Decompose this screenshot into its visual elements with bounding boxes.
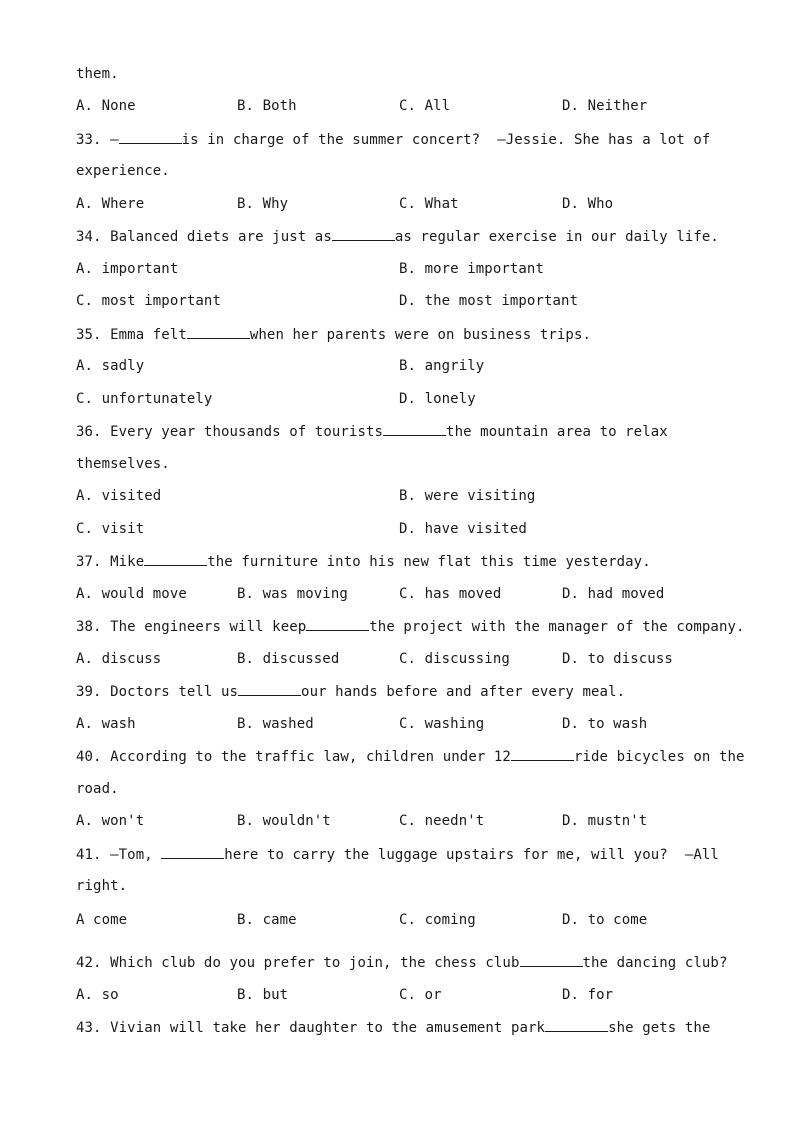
option-a: A. None [76,98,136,114]
question-continuation: them. [76,66,119,82]
question-continuation: right. [76,878,128,894]
option-c: C. unfortunately [76,391,213,407]
option-d: D. to discuss [562,651,673,667]
option-c: C. has moved [399,586,502,602]
option-d: D. mustn't [562,813,648,829]
option-d: D. Neither [562,98,648,114]
question-43: 43. Vivian will take her daughter to the amusement park she gets the [76,1020,711,1036]
option-a: A. wash [76,716,136,732]
option-a: A. sadly [76,358,145,374]
question-42: 42. Which club do you prefer to join, the chess club the dancing club? [76,955,728,971]
option-a: A. would move [76,586,187,602]
option-a: A. won't [76,813,145,829]
option-d: D. for [562,987,614,1003]
option-b: B. Both [237,98,297,114]
answer-blank [383,422,446,436]
question-36: 36. Every year thousands of tourists the mountain area to relax [76,424,668,440]
answer-blank [144,552,207,566]
question-38: 38. The engineers will keep the project with the manager of the company. [76,619,745,635]
question-39: 39. Doctors tell us our hands before and after every meal. [76,684,626,700]
option-a: A. important [76,261,179,277]
option-b: B. more important [399,261,544,277]
option-b: B. wouldn't [237,813,331,829]
question-continuation: themselves. [76,456,170,472]
option-d: D. to wash [562,716,648,732]
option-a: A come [76,912,128,928]
answer-blank [545,1018,608,1032]
question-33: 33. — is in charge of the summer concert? —Jessie. She has a lot of [76,132,711,148]
option-a: A. visited [76,488,162,504]
question-continuation: road. [76,781,119,797]
option-d: D. had moved [562,586,665,602]
option-c: C. discussing [399,651,510,667]
answer-blank [520,953,583,967]
option-b: B. washed [237,716,314,732]
answer-blank [161,845,224,859]
option-c: C. most important [76,293,221,309]
answer-blank [119,130,182,144]
option-d: D. the most important [399,293,579,309]
option-c: C. visit [76,521,145,537]
option-c: C. coming [399,912,476,928]
option-c: C. What [399,196,459,212]
option-c: C. washing [399,716,485,732]
question-34: 34. Balanced diets are just as as regular exercise in our daily life. [76,229,719,245]
question-40: 40. According to the traffic law, children under 12 ride bicycles on the [76,749,745,765]
question-37: 37. Mike the furniture into his new flat this time yesterday. [76,554,651,570]
option-d: D. have visited [399,521,527,537]
option-c: C. All [399,98,451,114]
option-b: B. Why [237,196,289,212]
answer-blank [238,682,301,696]
option-b: B. angrily [399,358,485,374]
option-b: B. were visiting [399,488,536,504]
question-35: 35. Emma felt when her parents were on business trips. [76,327,592,343]
option-a: A. Where [76,196,145,212]
option-c: C. needn't [399,813,485,829]
option-b: B. came [237,912,297,928]
option-b: B. was moving [237,586,348,602]
option-d: D. Who [562,196,614,212]
option-d: D. lonely [399,391,476,407]
option-b: B. but [237,987,289,1003]
answer-blank [332,227,395,241]
answer-blank [306,617,369,631]
option-c: C. or [399,987,442,1003]
answer-blank [511,747,574,761]
option-d: D. to come [562,912,648,928]
answer-blank [187,325,250,339]
question-41: 41. —Tom, here to carry the luggage upstairs for me, will you? —All [76,847,719,863]
question-continuation: experience. [76,163,170,179]
option-a: A. discuss [76,651,162,667]
option-a: A. so [76,987,119,1003]
option-b: B. discussed [237,651,340,667]
